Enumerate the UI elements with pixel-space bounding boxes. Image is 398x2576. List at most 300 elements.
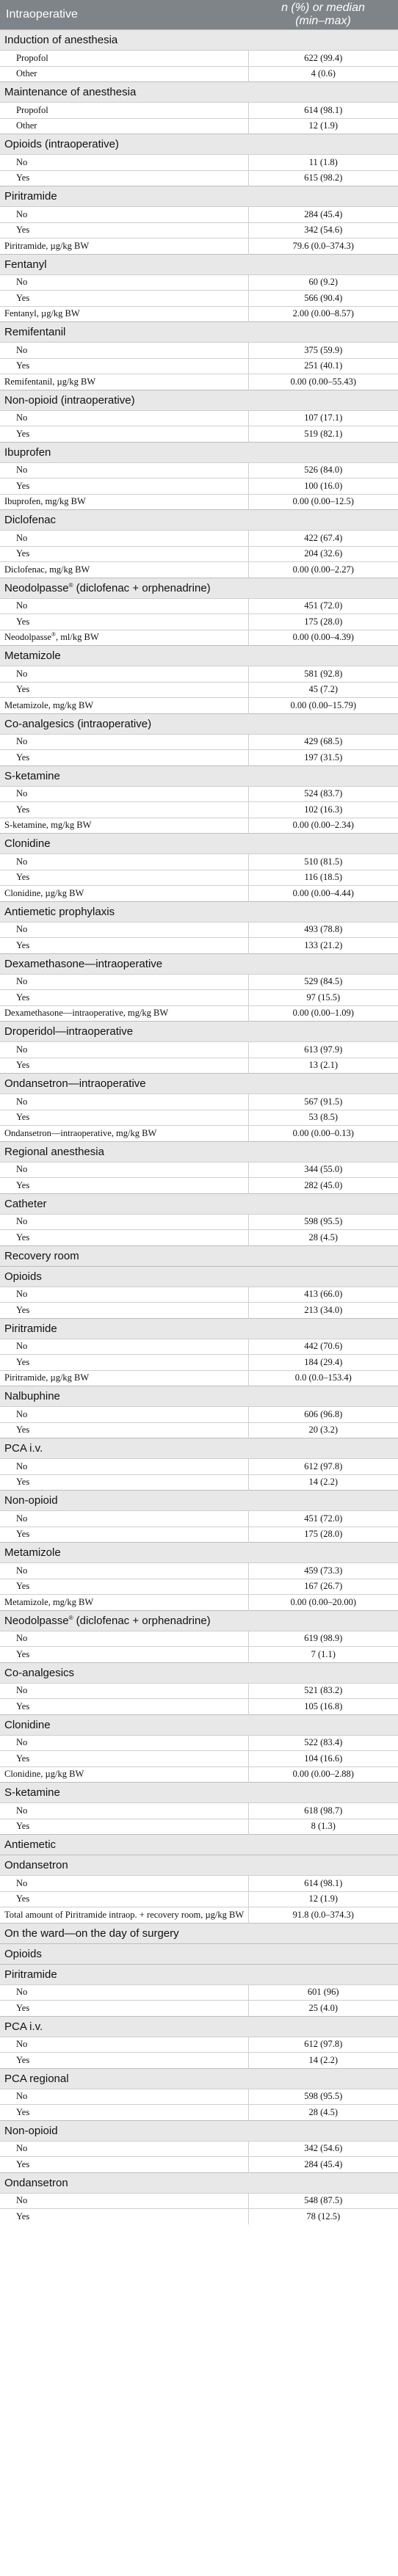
row-label-text: Non-opioid (intraoperative)	[4, 393, 135, 407]
table-row	[0, 990, 398, 1006]
row-value: 0.00 (0.00–20.00)	[248, 1595, 398, 1611]
row-label-text: Yes	[16, 616, 30, 627]
row-label	[0, 1735, 248, 1751]
table-row	[0, 291, 398, 307]
row-label-text: No	[16, 788, 28, 799]
row-value: 459 (73.3)	[248, 1563, 398, 1579]
table-row	[0, 426, 398, 443]
row-label-text: Fentanyl, µg/kg BW	[4, 308, 80, 319]
section-header-row	[0, 1835, 398, 1855]
row-label	[0, 1474, 248, 1491]
row-value: 598 (95.5)	[248, 1214, 398, 1230]
section-label	[0, 1318, 398, 1339]
table-row	[0, 1230, 398, 1246]
section-label	[0, 1193, 398, 1214]
row-label	[0, 531, 248, 547]
row-value: 167 (26.7)	[248, 1579, 398, 1595]
header-n: n	[281, 1, 288, 14]
section-label	[0, 953, 398, 974]
table-row	[0, 1355, 398, 1371]
row-value: 524 (83.7)	[248, 786, 398, 802]
row-label	[0, 1094, 248, 1110]
table-row	[0, 1058, 398, 1074]
section-label	[0, 254, 398, 274]
table-row	[0, 170, 398, 186]
row-value: 618 (98.7)	[248, 1803, 398, 1819]
row-value: 451 (72.0)	[248, 1511, 398, 1527]
table-row	[0, 786, 398, 802]
row-label	[0, 614, 248, 630]
row-label-text: Induction of anesthesia	[4, 34, 118, 46]
row-label-text: No	[16, 1685, 28, 1696]
section-label	[0, 2068, 398, 2089]
row-label-text: Yes	[16, 480, 30, 491]
table-row	[0, 1474, 398, 1491]
row-label-text: Piritramide	[4, 1968, 57, 1981]
row-value: 526 (84.0)	[248, 462, 398, 479]
table-row	[0, 1126, 398, 1142]
row-value: 60 (9.2)	[248, 274, 398, 291]
section-label	[0, 1141, 398, 1162]
row-value: 251 (40.1)	[248, 358, 398, 374]
section-label	[0, 1855, 398, 1876]
row-value: 175 (28.0)	[248, 614, 398, 630]
row-label	[0, 2157, 248, 2173]
section-header-row	[0, 578, 398, 598]
table-row	[0, 630, 398, 646]
row-label-text: No	[16, 1633, 28, 1644]
row-label-text: Yes	[16, 1304, 30, 1315]
section-header-row	[0, 1491, 398, 1511]
table-row	[0, 1683, 398, 1699]
section-header-row	[0, 1662, 398, 1683]
row-value: 284 (45.4)	[248, 2157, 398, 2173]
row-label	[0, 1005, 248, 1022]
row-label-text: Metamizole, mg/kg BW	[4, 699, 94, 710]
table-row	[0, 802, 398, 818]
row-label-text: Ondansetron	[4, 1859, 68, 1871]
row-value: 342 (54.6)	[248, 222, 398, 239]
row-label	[0, 479, 248, 495]
section-header-row	[0, 322, 398, 343]
section-header-row	[0, 2068, 398, 2089]
row-label	[0, 1058, 248, 1074]
table-row	[0, 358, 398, 374]
row-label-suffix: (diclofenac + orphenadrine)	[73, 1614, 211, 1627]
table-row	[0, 1407, 398, 1423]
row-value: 548 (87.5)	[248, 2193, 398, 2209]
row-label	[0, 410, 248, 426]
row-label	[0, 1595, 248, 1611]
section-label	[0, 82, 398, 103]
row-label	[0, 343, 248, 359]
section-header-row	[0, 1855, 398, 1876]
section-header-row	[0, 186, 398, 207]
section-label	[0, 1662, 398, 1683]
table-row	[0, 938, 398, 954]
row-label	[0, 494, 248, 510]
table-row	[0, 666, 398, 683]
row-label-text: No	[16, 1289, 28, 1300]
row-label	[0, 1110, 248, 1126]
row-value: 12 (1.9)	[248, 1891, 398, 1907]
row-label	[0, 1563, 248, 1579]
registered-mark: ®	[68, 581, 73, 589]
table-row	[0, 118, 398, 134]
row-label	[0, 1370, 248, 1386]
table-row	[0, 886, 398, 902]
row-label-text: No	[16, 736, 28, 747]
table-row	[0, 239, 398, 255]
row-label	[0, 1819, 248, 1835]
row-label-text: Droperidol—intraoperative	[4, 1025, 134, 1038]
section-label	[0, 510, 398, 531]
row-label	[0, 1647, 248, 1663]
row-label-text: Co-analgesics (intraoperative)	[4, 717, 152, 730]
table-row	[0, 2089, 398, 2105]
row-value: 0.00 (0.00–1.09)	[248, 1005, 398, 1022]
row-label-text: Yes	[16, 2211, 30, 2222]
header-pct: (%) or median	[287, 1, 365, 14]
section-label	[0, 30, 398, 51]
row-label-text: Yes	[16, 752, 30, 763]
row-label-text: No	[16, 668, 28, 679]
row-label-text: Metamizole	[4, 650, 61, 662]
row-label-text: No	[16, 2195, 28, 2206]
row-label-text: PCA i.v.	[4, 2020, 43, 2033]
section-label	[0, 1835, 398, 1855]
row-label	[0, 1042, 248, 1058]
table-row	[0, 306, 398, 322]
table-row	[0, 531, 398, 547]
row-label-text: No	[16, 924, 28, 935]
row-value: 204 (32.6)	[248, 546, 398, 562]
row-label	[0, 1984, 248, 2001]
row-label	[0, 1422, 248, 1438]
section-label	[0, 2172, 398, 2193]
row-value: 619 (98.9)	[248, 1631, 398, 1647]
table-row	[0, 1422, 398, 1438]
row-label-text: No	[16, 2091, 28, 2102]
row-label	[0, 562, 248, 578]
row-label-text: Dexamethasone—intraoperative	[4, 957, 163, 970]
row-value: 622 (99.4)	[248, 51, 398, 67]
row-label-text: No	[16, 1565, 28, 1576]
table-row	[0, 734, 398, 750]
table-row	[0, 374, 398, 390]
row-value: 422 (67.4)	[248, 531, 398, 547]
section-header-row	[0, 1923, 398, 1943]
row-label-text: Yes	[16, 360, 30, 371]
section-label	[0, 1386, 398, 1407]
row-value: 0.00 (0.00–4.39)	[248, 630, 398, 646]
row-label-text: No	[16, 465, 28, 476]
table-row	[0, 870, 398, 886]
row-value: 20 (3.2)	[248, 1422, 398, 1438]
table-header	[0, 0, 398, 30]
section-label	[0, 134, 398, 155]
row-label-suffix: (diclofenac + orphenadrine)	[73, 581, 211, 594]
row-value: 615 (98.2)	[248, 170, 398, 186]
section-header-row	[0, 953, 398, 974]
row-value: 0.00 (0.00–2.34)	[248, 818, 398, 834]
row-value: 107 (17.1)	[248, 410, 398, 426]
row-value: 567 (91.5)	[248, 1094, 398, 1110]
row-label	[0, 1683, 248, 1699]
row-value: 413 (66.0)	[248, 1287, 398, 1303]
row-label-text: Yes	[16, 804, 30, 815]
section-header-row	[0, 1074, 398, 1094]
table-row	[0, 343, 398, 359]
row-label-text: No	[16, 1987, 28, 1998]
table-row	[0, 682, 398, 698]
row-label	[0, 1631, 248, 1647]
row-label	[0, 682, 248, 698]
row-label-text: Yes	[16, 172, 30, 183]
section-header-row	[0, 1141, 398, 1162]
header-intraoperative: Intraoperative	[0, 0, 248, 30]
row-label-text: Yes	[16, 1477, 30, 1488]
row-label	[0, 1907, 248, 1924]
table-row	[0, 479, 398, 495]
row-label-text: Clonidine, µg/kg BW	[4, 887, 84, 898]
row-label	[0, 2001, 248, 2017]
table-row	[0, 1162, 398, 1178]
row-label-text: Opioids (intraoperative)	[4, 138, 119, 150]
row-label	[0, 1287, 248, 1303]
table-row	[0, 410, 398, 426]
section-header-row	[0, 1943, 398, 1964]
row-label-text: Yes	[16, 872, 30, 883]
registered-mark: ®	[51, 631, 56, 638]
table-row	[0, 974, 398, 990]
section-label	[0, 1245, 398, 1266]
table-row	[0, 2157, 398, 2173]
row-label	[0, 1339, 248, 1355]
row-label	[0, 358, 248, 374]
row-label-text: No	[16, 1460, 28, 1471]
row-value: 581 (92.8)	[248, 666, 398, 683]
row-label-text: Yes	[16, 1425, 30, 1436]
section-label	[0, 1266, 398, 1287]
row-label	[0, 598, 248, 614]
row-label	[0, 118, 248, 134]
section-header-row	[0, 1266, 398, 1287]
row-label	[0, 1162, 248, 1178]
row-label-text: Neodolpasse	[4, 1614, 69, 1627]
row-label-text: Other	[16, 120, 37, 131]
row-label	[0, 1303, 248, 1319]
table-row	[0, 546, 398, 562]
row-label	[0, 818, 248, 834]
table-row	[0, 1303, 398, 1319]
row-value: 0.00 (0.00–4.44)	[248, 886, 398, 902]
row-label-text: Yes	[16, 292, 30, 303]
row-value: 104 (16.6)	[248, 1751, 398, 1767]
row-label-text: No	[16, 1805, 28, 1816]
row-value: 97 (15.5)	[248, 990, 398, 1006]
table-row	[0, 1459, 398, 1475]
table-row	[0, 2209, 398, 2224]
row-value: 606 (96.8)	[248, 1407, 398, 1423]
row-value: 53 (8.5)	[248, 1110, 398, 1126]
row-label-text: S-ketamine	[4, 769, 60, 782]
row-label	[0, 854, 248, 870]
row-label-text: Dexamethasone—intraoperative, mg/kg BW	[4, 1008, 169, 1019]
section-label	[0, 1714, 398, 1735]
row-label-text: Yes	[16, 1112, 30, 1123]
row-label	[0, 922, 248, 938]
row-label-text: No	[16, 1164, 28, 1175]
table-row	[0, 698, 398, 714]
row-label-text: Yes	[16, 992, 30, 1003]
row-label	[0, 630, 248, 646]
row-value: 613 (97.9)	[248, 1042, 398, 1058]
row-value: 12 (1.9)	[248, 118, 398, 134]
row-label	[0, 170, 248, 186]
row-label-text: No	[16, 1044, 28, 1055]
row-label-text: Metamizole, mg/kg BW	[4, 1596, 94, 1607]
section-header-row	[0, 1022, 398, 1042]
section-label	[0, 2120, 398, 2141]
row-value: 519 (82.1)	[248, 426, 398, 443]
row-label-text: Co-analgesics	[4, 1666, 75, 1679]
row-label	[0, 1355, 248, 1371]
row-label	[0, 462, 248, 479]
section-header-row	[0, 30, 398, 51]
row-label-text: No	[16, 856, 28, 867]
section-label	[0, 901, 398, 922]
row-label-text: No	[16, 156, 28, 167]
table-row	[0, 462, 398, 479]
section-label	[0, 1964, 398, 1984]
section-header-row	[0, 510, 398, 531]
section-header-row	[0, 390, 398, 410]
row-label-text: No	[16, 1341, 28, 1352]
row-value: 614 (98.1)	[248, 103, 398, 119]
row-value: 521 (83.2)	[248, 1683, 398, 1699]
section-header-row	[0, 1610, 398, 1631]
section-label	[0, 1491, 398, 1511]
row-label	[0, 374, 248, 390]
row-label	[0, 698, 248, 714]
row-label-text: Ibuprofen, mg/kg BW	[4, 496, 86, 507]
row-label-text: On the ward—on the day of surgery	[4, 1926, 179, 1940]
table-row	[0, 854, 398, 870]
row-label-text: Yes	[16, 2106, 30, 2117]
table-row	[0, 1042, 398, 1058]
table-row	[0, 1631, 398, 1647]
row-value: 0.00 (0.00–2.88)	[248, 1767, 398, 1783]
section-header-row	[0, 1193, 398, 1214]
table-row	[0, 2105, 398, 2121]
row-label-text: No	[16, 208, 28, 219]
section-header-row	[0, 1438, 398, 1459]
row-label-text: Metamizole	[4, 1546, 61, 1559]
row-label	[0, 291, 248, 307]
table-row	[0, 614, 398, 630]
table-row	[0, 1595, 398, 1611]
row-label-text: Piritramide	[4, 190, 57, 203]
row-value: 79.6 (0.0–374.3)	[248, 239, 398, 255]
row-label-text: Yes	[16, 2158, 30, 2169]
row-label-text: Clonidine, µg/kg BW	[4, 1769, 84, 1780]
row-label-text: Non-opioid	[4, 2124, 58, 2137]
row-value: 91.8 (0.0–374.3)	[248, 1907, 398, 1924]
row-value: 13 (2.1)	[248, 1058, 398, 1074]
row-value: 510 (81.5)	[248, 854, 398, 870]
row-value: 282 (45.0)	[248, 1178, 398, 1194]
section-label	[0, 713, 398, 734]
row-label	[0, 306, 248, 322]
table-row	[0, 562, 398, 578]
table-row	[0, 1370, 398, 1386]
row-label-text: Yes	[16, 1648, 30, 1659]
row-label-text: Non-opioid	[4, 1494, 58, 1507]
row-label-text: No	[16, 532, 28, 543]
row-label-text: Ondansetron	[4, 2176, 68, 2189]
row-label-text: Yes	[16, 1700, 30, 1711]
row-label	[0, 1459, 248, 1475]
row-label	[0, 2193, 248, 2209]
row-label-text: Yes	[16, 1581, 30, 1592]
row-value: 184 (29.4)	[248, 1355, 398, 1371]
row-label-text: No	[16, 344, 28, 355]
row-label-text: Yes	[16, 2054, 30, 2065]
row-label-text: Ondansetron—intraoperative	[4, 1077, 146, 1090]
row-label-text: Propofol	[16, 52, 48, 63]
table-row	[0, 818, 398, 834]
section-header-row	[0, 2016, 398, 2037]
row-label-text: Yes	[16, 1753, 30, 1764]
row-value: 4 (0.6)	[248, 66, 398, 82]
row-value: 0.0 (0.0–153.4)	[248, 1370, 398, 1386]
section-label	[0, 1543, 398, 1563]
row-label-text: Yes	[16, 2002, 30, 2013]
row-label-text: PCA i.v.	[4, 1442, 43, 1455]
row-value: 11 (1.8)	[248, 155, 398, 171]
row-label	[0, 2037, 248, 2053]
row-label	[0, 1699, 248, 1715]
row-label	[0, 274, 248, 291]
table-row	[0, 2193, 398, 2209]
table-row	[0, 1110, 398, 1126]
row-label	[0, 802, 248, 818]
section-header-row	[0, 2120, 398, 2141]
row-label	[0, 1407, 248, 1423]
header-range: (min–max)	[295, 15, 351, 27]
row-label	[0, 886, 248, 902]
row-label-text: Yes	[16, 684, 30, 695]
row-label	[0, 786, 248, 802]
row-label	[0, 990, 248, 1006]
row-label	[0, 546, 248, 562]
row-value: 522 (83.4)	[248, 1735, 398, 1751]
row-label	[0, 666, 248, 683]
row-label-text: Yes	[16, 1821, 30, 1832]
row-label-text: Nalbuphine	[4, 1390, 60, 1402]
table-row	[0, 1511, 398, 1527]
row-label-text: No	[16, 1216, 28, 1227]
row-label	[0, 222, 248, 239]
row-value: 105 (16.8)	[248, 1699, 398, 1715]
row-label	[0, 1230, 248, 1246]
row-label-text: Piritramide	[4, 1322, 57, 1335]
table-row	[0, 2001, 398, 2017]
row-label-text: Clonidine	[4, 1718, 51, 1731]
row-label-text: Remifentanil	[4, 326, 66, 338]
row-value: 197 (31.5)	[248, 750, 398, 766]
